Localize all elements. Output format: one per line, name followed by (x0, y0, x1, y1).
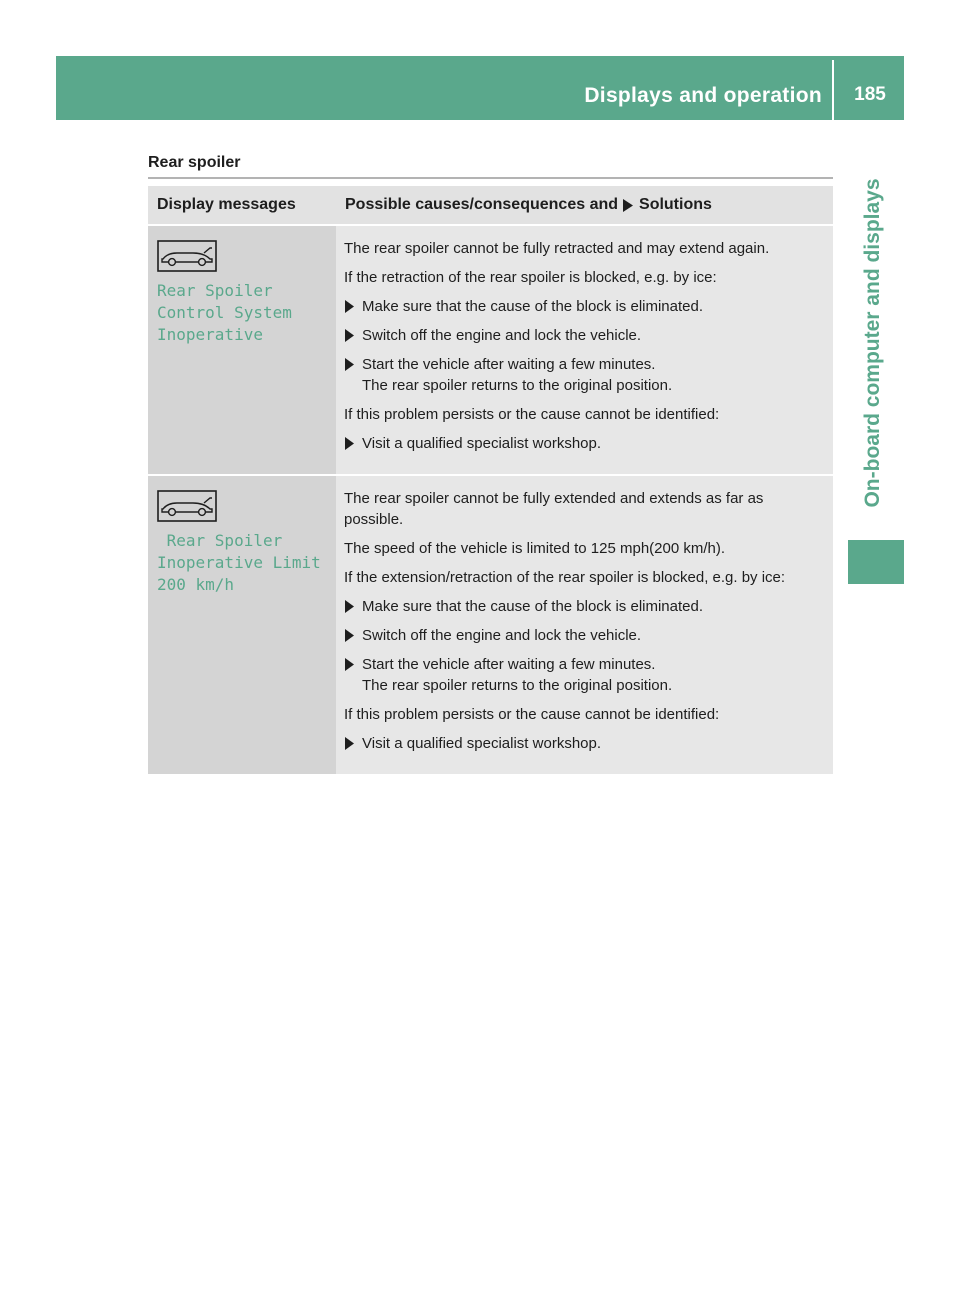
action-arrow-icon (345, 329, 354, 342)
action-step-text: Start the vehicle after waiting a few minutes. (362, 356, 656, 373)
display-message-line: Control System (157, 303, 292, 322)
action-step-text: Make sure that the cause of the block is eliminated. (362, 598, 704, 615)
action-arrow-icon (345, 358, 354, 371)
action-step-body (362, 433, 601, 454)
action-step-text: Visit a qualified specialist workshop. (362, 435, 602, 452)
action-step-body (362, 296, 703, 317)
cause-text: The rear spoiler cannot be fully extended and extends as far as possible. (344, 490, 764, 528)
action-step-body (362, 596, 703, 617)
display-message-line: Inoperative Limit (157, 553, 321, 572)
action-step-text: Switch off the engine and lock the vehicle. (362, 327, 642, 344)
car-spoiler-icon (157, 240, 217, 272)
col-header-display-messages: Display messages (157, 196, 296, 213)
display-message-cell (148, 476, 336, 774)
header-divider (832, 60, 834, 120)
action-arrow-icon (345, 600, 354, 613)
cause-text: If the extension/retraction of the rear spoiler is blocked, e.g. by ice: (344, 569, 786, 586)
action-step-text: Visit a qualified specialist workshop. (362, 735, 602, 752)
action-step (344, 654, 825, 696)
action-step-body (362, 354, 672, 396)
action-step-result: The rear spoiler returns to the original position. (362, 677, 673, 694)
cause-text: The rear spoiler cannot be fully retracted and may extend again. (344, 240, 770, 257)
action-step (344, 596, 825, 617)
table-header-row (148, 186, 833, 224)
action-arrow-icon (345, 437, 354, 450)
action-arrow-icon (345, 629, 354, 642)
header-section-title: Displays and operation (584, 84, 822, 107)
action-step (344, 733, 825, 754)
action-step-text: Switch off the engine and lock the vehicle. (362, 627, 642, 644)
action-step-body (362, 733, 601, 754)
action-arrow-icon (345, 737, 354, 750)
action-step-body (362, 654, 672, 696)
display-message-line: Inoperative (157, 325, 263, 344)
col-header-causes-solutions (336, 186, 833, 224)
action-step (344, 433, 825, 454)
table-row (148, 474, 833, 774)
play-arrow-icon (623, 199, 633, 212)
display-message-line: Rear Spoiler (157, 531, 283, 550)
display-messages-table (148, 186, 833, 774)
action-step (344, 296, 825, 317)
cause-text: The speed of the vehicle is limited to 125 mph(200 km/h). (344, 540, 726, 557)
section-divider (148, 177, 833, 179)
table-row (148, 224, 833, 474)
chapter-tab-marker (848, 540, 904, 584)
display-message-line: 200 km/h (157, 575, 235, 594)
display-message-line: Rear Spoiler (157, 281, 273, 300)
display-message-text (157, 280, 327, 346)
fallback-text: If this problem persists or the cause cannot be identified: (344, 706, 720, 723)
causes-solutions-cell (336, 476, 833, 774)
action-step-body (362, 325, 641, 346)
action-step (344, 354, 825, 396)
page-number: 185 (854, 84, 886, 105)
fallback-text: If this problem persists or the cause cannot be identified: (344, 406, 720, 423)
cause-text: If the retraction of the rear spoiler is blocked, e.g. by ice: (344, 269, 717, 286)
col-header-part1: Possible causes/consequences and (345, 196, 619, 213)
action-step (344, 325, 825, 346)
car-spoiler-icon (157, 490, 217, 522)
section-title: Rear spoiler (148, 154, 241, 171)
action-step-text: Start the vehicle after waiting a few minutes. (362, 656, 656, 673)
action-step (344, 625, 825, 646)
action-arrow-icon (345, 658, 354, 671)
chapter-label-text: On-board computer and displays (861, 178, 884, 508)
col-header-part2: Solutions (639, 196, 712, 213)
action-arrow-icon (345, 300, 354, 313)
causes-solutions-cell (336, 226, 833, 474)
action-step-text: Make sure that the cause of the block is eliminated. (362, 298, 704, 315)
action-step-result: The rear spoiler returns to the original position. (362, 377, 673, 394)
action-step-body (362, 625, 641, 646)
display-message-cell (148, 226, 336, 474)
chapter-side-label (842, 166, 904, 520)
display-message-text (157, 530, 327, 596)
